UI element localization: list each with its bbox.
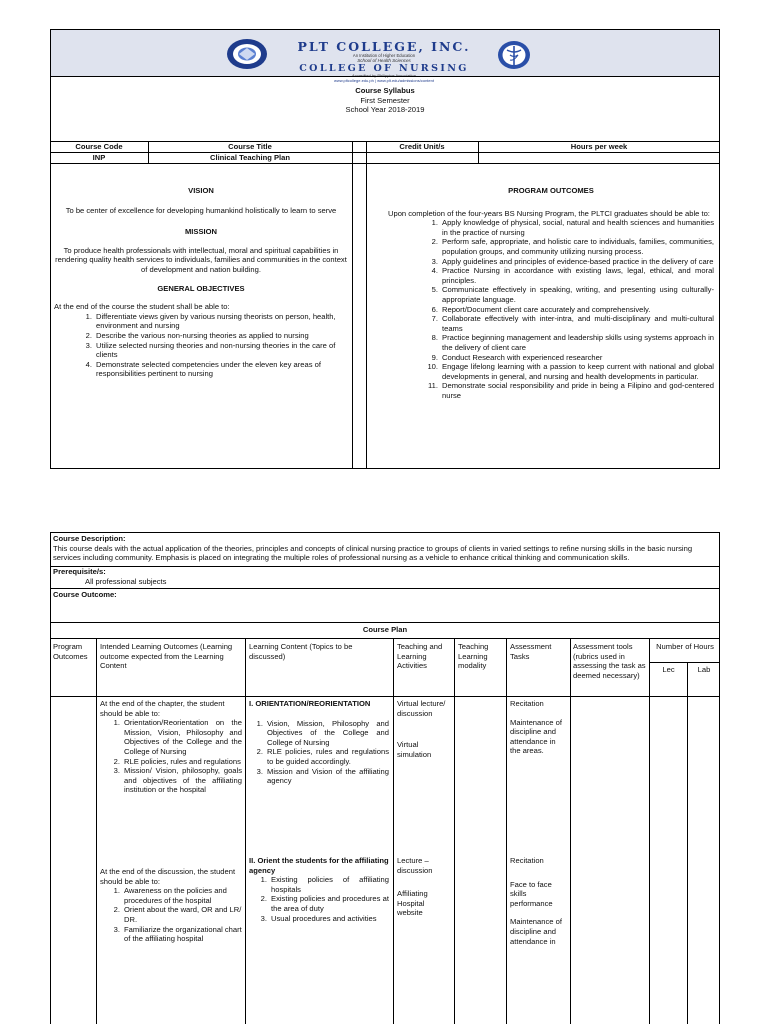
list-item: 5. Communicate effectively in speaking, writing, and presenting using culturally-appropriate language. xyxy=(431,285,714,304)
mission-heading: MISSION xyxy=(184,227,218,237)
prerequisite-label: Prerequisite/s: xyxy=(53,567,106,576)
college-website: www.pltcollege.edu.ph | www.plt.edu/admissions/content xyxy=(334,77,434,83)
list-item: 7. Collaborate effectively with inter-intra, and multi-disciplinary and multi-cultural teams xyxy=(431,314,714,333)
assessment-tasks-cell xyxy=(510,856,566,946)
mission-text: To produce health professionals with intellectual, moral and spiritual capabilities in rendering quality health services to individuals, families and communities in the context of development and nation building. xyxy=(55,245,347,274)
tla-item: Affiliating Hospital website xyxy=(397,889,428,918)
col-teaching-learning-activities: Teaching and Learning Activities xyxy=(397,642,443,671)
col-program-outcomes: Program Outcomes xyxy=(53,642,88,661)
course-title-value: Clinical Teaching Plan xyxy=(209,153,291,162)
tla-item: Virtual lecture/ discussion xyxy=(397,699,446,718)
list-item: 2. Orient about the ward, OR and LR/ DR. xyxy=(113,905,242,924)
col-teaching-modality: Teaching Learning modality xyxy=(458,642,489,671)
col-number-of-hours: Number of Hours xyxy=(656,642,714,651)
table-row xyxy=(100,699,242,795)
prerequisite-text: All professional subjects xyxy=(85,576,167,586)
hours-per-week-header: Hours per week xyxy=(570,142,628,151)
ilo-list xyxy=(106,718,242,795)
content-list xyxy=(249,719,389,786)
vision-text: To be center of excellence for developing humankind holistically to learn to serve xyxy=(65,205,337,215)
list-item: 1. Existing policies of affiliating hospitals xyxy=(260,875,389,894)
list-item: 4. Practice Nursing in accordance with existing laws, legal, ethical, and moral principles. xyxy=(431,266,714,285)
tla-cell xyxy=(397,856,451,918)
col-learning-content: Learning Content (Topics to be discussed) xyxy=(249,642,353,661)
course-title-header: Course Title xyxy=(228,142,272,151)
general-objectives-heading: GENERAL OBJECTIVES xyxy=(157,283,245,293)
list-item: 4. Demonstrate selected competencies under the eleven key areas of responsibilities pertinent to nursing xyxy=(85,359,321,379)
content-title: II. Orient the students for the affiliating agency xyxy=(249,856,389,875)
list-item: 1. Vision, Mission, Philosophy and Objectives of the College and College of Nursing xyxy=(256,718,389,747)
college-name: PLT COLLEGE, INC. xyxy=(297,39,471,54)
list-item: 1. Apply knowledge of physical, social, natural and health sciences and humanities in the practice of nursing xyxy=(431,218,714,237)
ilo-list xyxy=(106,886,242,944)
col-lab: Lab xyxy=(697,665,711,674)
tla-cell xyxy=(397,699,451,759)
list-item: 1. Awareness on the policies and procedures of the hospital xyxy=(113,886,227,905)
college-department: COLLEGE OF NURSING xyxy=(299,63,469,74)
college-subtitle: An Institution of Higher Education xyxy=(352,53,416,58)
assessment-tasks-cell xyxy=(510,699,566,756)
learning-content-cell xyxy=(249,699,389,786)
list-item: 2. Perform safe, appropriate, and holistic care to individuals, families, communities, population groups, and community utilizing nursing process. xyxy=(431,237,714,256)
course-description-label: Course Description: xyxy=(53,534,126,543)
ilo-intro: At the end of the discussion, the student should be able to: xyxy=(100,867,236,886)
credit-units-header: Credit Unit/s xyxy=(399,142,445,151)
college-seal-icon xyxy=(226,38,268,70)
program-outcomes-heading: PROGRAM OUTCOMES xyxy=(508,186,594,195)
course-code-header: Course Code xyxy=(75,142,123,151)
course-code-value: INP xyxy=(92,153,106,162)
vision-heading: VISION xyxy=(188,186,214,195)
course-description-text: This course deals with the actual application of the theories, principles and concepts of clinical nursing practice to groups of clients in varied settings to refine nursing skills in the basic nursing services including community. Emphasis is placed on integrating the multiple roles of professional nursing as a vehicle to enhance critical thinking and communication skills. xyxy=(53,543,693,563)
col-lec: Lec xyxy=(662,665,675,674)
course-description xyxy=(53,534,717,563)
tla-item: Lecture – discussion xyxy=(397,856,433,875)
task-item: Recitation xyxy=(510,699,544,708)
list-item: 6. Report/Document client care accurately and comprehensively. xyxy=(431,304,651,314)
ilo-intro: At the end of the chapter, the student should be able to: xyxy=(100,699,225,718)
syllabus-school-year: School Year 2018-2019 xyxy=(345,105,425,115)
list-item: 11. Demonstrate social responsibility and pride in being a Filipino and god-centered nurse xyxy=(428,381,714,400)
task-item: Face to face skills performance xyxy=(510,879,553,908)
program-outcomes-intro: Upon completion of the four-years BS Nursing Program, the PLTCI graduates should be able to: xyxy=(388,208,710,218)
course-plan-title: Course Plan xyxy=(362,625,408,634)
prerequisite-block xyxy=(53,567,717,586)
list-item: 9. Conduct Research with experienced researcher xyxy=(431,352,603,362)
syllabus-semester: First Semester xyxy=(360,95,410,105)
syllabus-title: Course Syllabus xyxy=(355,86,415,95)
list-item: 2. RLE policies, rules and regulations to be guided accordingly. xyxy=(256,747,389,766)
course-outcome-label: Course Outcome: xyxy=(53,590,117,599)
college-accreditation: Accredited by Philippine Association xyxy=(351,73,417,78)
list-item: 8. Practice beginning management and leadership skills using systems approach in the delivery of client care xyxy=(431,333,714,352)
col-assessment-tools: Assessment tools (rubrics used in assessing the task as deemed necessary) xyxy=(573,642,646,680)
college-logo xyxy=(226,38,268,70)
list-item: 2. Existing policies and procedures at the area of duty xyxy=(260,894,389,913)
learning-content-cell xyxy=(249,856,389,923)
list-item: 2. RLE policies, rules and regulations xyxy=(113,756,241,766)
list-item: 3. Mission and Vision of the affiliating agency xyxy=(256,766,389,786)
list-item: 1. Differentiate views given by various nursing theorists on person, health, environment and nursing xyxy=(85,311,336,331)
list-item: 3. Usual procedures and activities xyxy=(260,913,377,923)
nursing-logo xyxy=(497,40,531,70)
list-item: 10. Engage lifelong learning with a passion to keep current with national and global developments in general, and nursing and health developments in particular. xyxy=(427,362,714,381)
content-list xyxy=(253,875,389,923)
task-item: Maintenance of discipline and attendance in the areas. xyxy=(510,717,562,756)
content-title: I. ORIENTATION/REORIENTATION xyxy=(249,699,371,708)
col-intended-learning-outcomes: Intended Learning Outcomes (Learning outcome expected from the Learning Content xyxy=(100,642,233,671)
caduceus-icon xyxy=(497,40,531,70)
program-outcomes-list xyxy=(424,218,714,400)
col-assessment-tasks: Assessment Tasks xyxy=(510,642,552,661)
list-item: 3. Utilize selected nursing theories and non-nursing theories in the care of clients xyxy=(85,340,336,360)
tla-item: Virtual simulation xyxy=(397,740,432,759)
list-item: 3. Apply guidelines and principles of evidence-based practice in the delivery of care xyxy=(431,256,714,266)
task-item: Recitation xyxy=(510,856,544,865)
list-item: 3. Mission/ Vision, philosophy, goals and objectives of the affiliating institution or the hospital xyxy=(113,766,242,795)
college-school: School of Health Sciences xyxy=(357,58,411,63)
vision-mission-column xyxy=(54,186,348,379)
list-item: 3. Familiarize the organizational chart of the affiliating hospital xyxy=(113,924,242,944)
general-objectives-intro: At the end of the course the student shall be able to: xyxy=(54,302,230,312)
task-item: Maintenance of discipline and attendance in xyxy=(510,917,562,946)
list-item: 2. Describe the various non-nursing theories as applied to nursing xyxy=(85,330,309,340)
general-objectives-list xyxy=(78,312,344,379)
table-row xyxy=(100,867,242,944)
list-item: 1. Orientation/Reorientation on the Mission, Vision, Philosophy and Objectives of the College and the College of Nursing xyxy=(113,718,242,756)
program-outcomes-column xyxy=(388,186,714,400)
